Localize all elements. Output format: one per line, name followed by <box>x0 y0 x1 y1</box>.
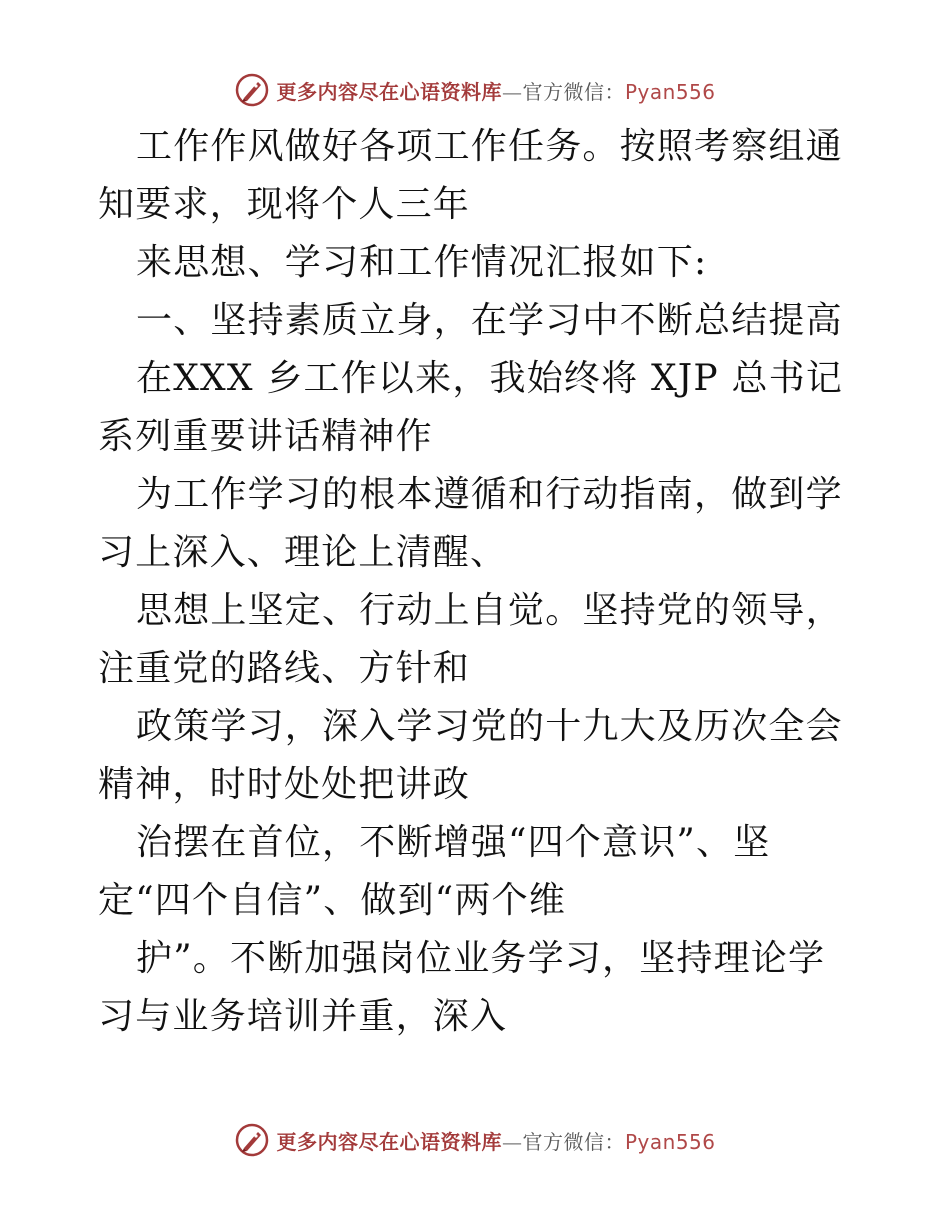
watermark-dash: — <box>501 1129 523 1154</box>
watermark-official: 官方微信： <box>522 1129 625 1154</box>
paragraph-6: 政策学习，深入学习党的十九大及历次全会精神，时时处处把讲政 <box>98 706 843 805</box>
header-watermark <box>0 70 950 110</box>
paragraph-3: 在XXX 乡工作以来，我始终将 XJP 总书记系列重要讲话精神作 <box>98 358 844 457</box>
pen-logo-icon <box>234 72 270 108</box>
watermark-id: Pyan556 <box>624 1129 716 1154</box>
section-heading-1: 一、坚持素质立身，在学习中不断总结提高 <box>136 300 843 341</box>
pen-logo-icon <box>234 1122 270 1158</box>
paragraph-2: 来思想、学习和工作情况汇报如下: <box>136 242 708 283</box>
document-body <box>98 118 858 1046</box>
footer-watermark <box>0 1120 950 1160</box>
watermark-main: 更多内容尽在心语资料库 <box>276 1129 502 1154</box>
watermark-main: 更多内容尽在心语资料库 <box>276 79 502 104</box>
watermark-text <box>276 76 715 105</box>
watermark-id: Pyan556 <box>624 79 716 104</box>
watermark-dash: — <box>501 79 523 104</box>
paragraph-4: 为工作学习的根本遵循和行动指南，做到学习上深入、理论上清醒、 <box>98 474 843 573</box>
paragraph-1: 工作作风做好各项工作任务。按照考察组通知要求，现将个人三年 <box>98 126 843 225</box>
paragraph-7: 治摆在首位，不断增强“四个意识”、坚定“四个自信”、做到“两个维 <box>98 822 771 921</box>
paragraph-5: 思想上坚定、行动上自觉。坚持党的领导，注重党的路线、方针和 <box>98 590 843 689</box>
watermark-official: 官方微信： <box>522 79 625 104</box>
watermark-text <box>276 1126 715 1155</box>
paragraph-8: 护”。不断加强岗位业务学习，坚持理论学习与业务培训并重，深入 <box>98 938 826 1037</box>
